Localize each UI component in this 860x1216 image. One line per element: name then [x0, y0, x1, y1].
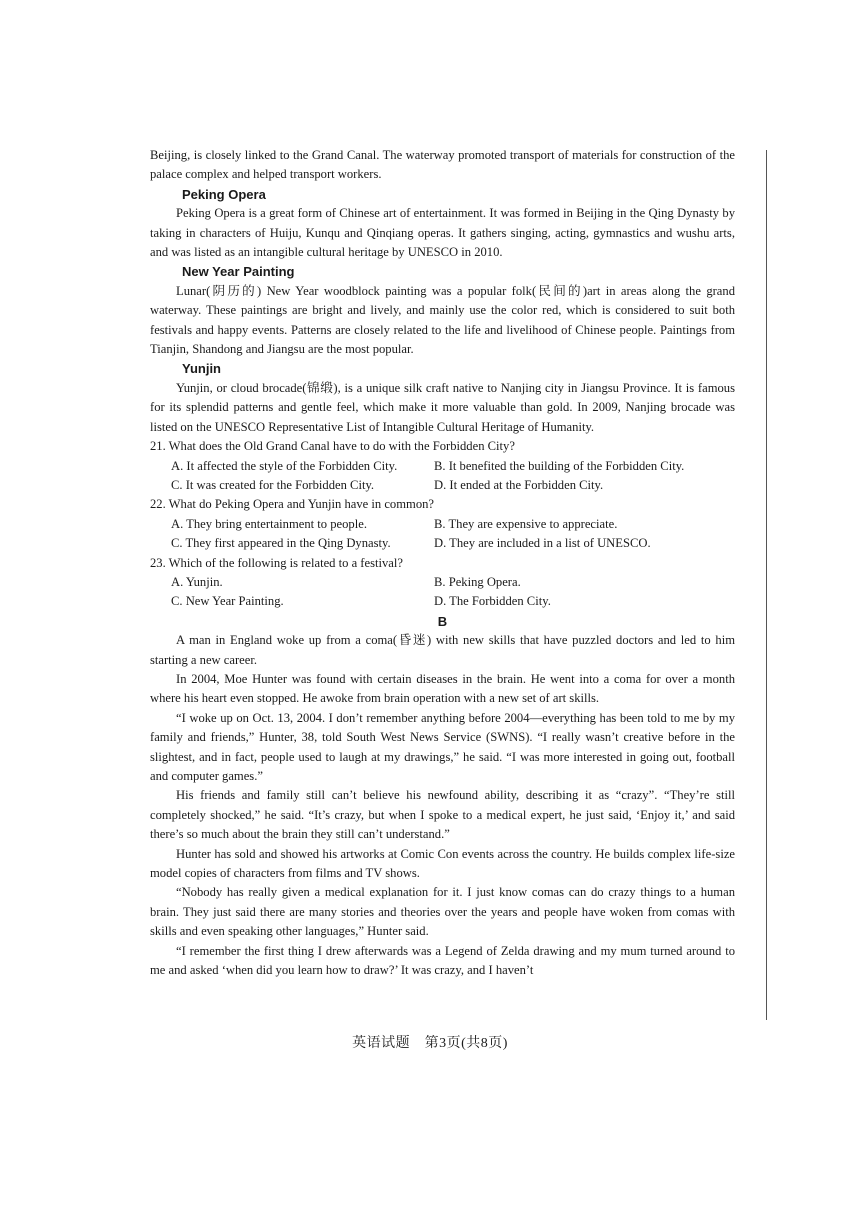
answer-option: C. It was created for the Forbidden City.: [171, 477, 375, 492]
question-22: [150, 495, 735, 553]
answer-option: C. They first appeared in the Qing Dynasty.: [171, 536, 391, 551]
answer-option: D. It ended at the Forbidden City.: [434, 477, 604, 492]
answer-option: A. Yunjin.: [171, 574, 223, 589]
margin-rule: [766, 150, 767, 1020]
passage-b-paragraph: “Nobody has really given a medical explanation for it. I just know comas can do crazy things to a human brain. They just said there are many stories and theories over the years and people have woken from comas with skills and even speaking other languages,” Hunter said.: [150, 885, 735, 939]
answer-option: D. The Forbidden City.: [434, 594, 551, 609]
section-heading-peking-opera: Peking Opera: [182, 186, 266, 202]
question-stem: 23. Which of the following is related to a festival?: [150, 555, 403, 570]
page-footer: 英语试题 第3页(共8页): [352, 1036, 508, 1051]
passage-b-paragraph: “I woke up on Oct. 13, 2004. I don’t remember anything before 2004—everything has been told to me by my family and friends,” Hunter, 38, told South West News Service (SWNS). “I really wasn’t creative before in the slightest, and in fact, people used to laugh at my drawings,” he said. “I was more interested in going out, football and computer games.”: [150, 710, 735, 783]
passage-b-paragraph: His friends and family still can’t believe his newfound ability, describing it as “crazy”. “They’re still completely shocked,” he said. “It’s crazy, but when I spoke to a medical expert, he just said, ‘Enjoy it,’ and said there’s so much about the brain they still can’t understand.”: [150, 788, 735, 842]
question-stem: 21. What does the Old Grand Canal have to do with the Forbidden City?: [150, 439, 515, 454]
section-text-new-year-painting: Lunar(阴历的) New Year woodblock painting was a popular folk(民间的)art in areas along the grand waterway. These paintings are bright and lively, and mainly use the color red, which is considered to suit both festivals and happy events. Patterns are closely related to the life and livelihood of Chinese people. Paintings from Tianjin, Shandong and Jiangsu are the most popular.: [150, 283, 735, 357]
question-21: [150, 437, 735, 495]
page-content: [150, 146, 735, 980]
passage-b-paragraph: Hunter has sold and showed his artworks at Comic Con events across the country. He builds complex life-size model copies of characters from films and TV shows.: [150, 846, 735, 881]
passage-b-paragraph: In 2004, Moe Hunter was found with certain diseases in the brain. He went into a coma for over a month where his heart even stopped. He awoke from brain operation with a new set of art skills.: [150, 671, 735, 706]
question-23: [150, 554, 735, 612]
section-text-yunjin: Yunjin, or cloud brocade(锦缎), is a unique silk craft native to Nanjing city in Jiangsu Province. It is famous for its splendid patterns and gentle feel, which make it more valuable than gold. In 2009, Nanjing brocade was listed on the UNESCO Representative List of Intangible Cultural Heritage of Humanity.: [150, 380, 735, 434]
passage-b-label: B: [437, 613, 448, 629]
section-heading-yunjin: Yunjin: [182, 361, 221, 377]
answer-option: A. It affected the style of the Forbidden City.: [171, 458, 398, 473]
answer-option: D. They are included in a list of UNESCO.: [434, 536, 651, 551]
section-heading-new-year-painting: New Year Painting: [182, 264, 295, 280]
answer-option: B. It benefited the building of the Forbidden City.: [434, 458, 685, 473]
answer-option: B. Peking Opera.: [434, 574, 521, 589]
answer-option: A. They bring entertainment to people.: [171, 516, 367, 531]
passage-b-paragraph: “I remember the first thing I drew afterwards was a Legend of Zelda drawing and my mum turned around to me and asked ‘when did you learn how to draw?’ It was crazy, and I haven’t: [150, 943, 735, 978]
question-stem: 22. What do Peking Opera and Yunjin have in common?: [150, 497, 434, 512]
section-text-peking-opera: Peking Opera is a great form of Chinese art of entertainment. It was formed in Beijing in the Qing Dynasty by taking in characters of Huiju, Kunqu and Qinqiang operas. It gathers singing, acting, gymnastics and wushu arts, and was listed as an intangible cultural heritage by UNESCO in 2010.: [150, 206, 735, 260]
answer-option: C. New Year Painting.: [171, 594, 284, 609]
passage-a-intro: Beijing, is closely linked to the Grand Canal. The waterway promoted transport of materials for construction of the palace complex and helped transport workers.: [150, 148, 735, 182]
passage-b-paragraph: A man in England woke up from a coma(昏迷) with new skills that have puzzled doctors and led to him starting a new career.: [150, 633, 735, 667]
answer-option: B. They are expensive to appreciate.: [434, 516, 618, 531]
